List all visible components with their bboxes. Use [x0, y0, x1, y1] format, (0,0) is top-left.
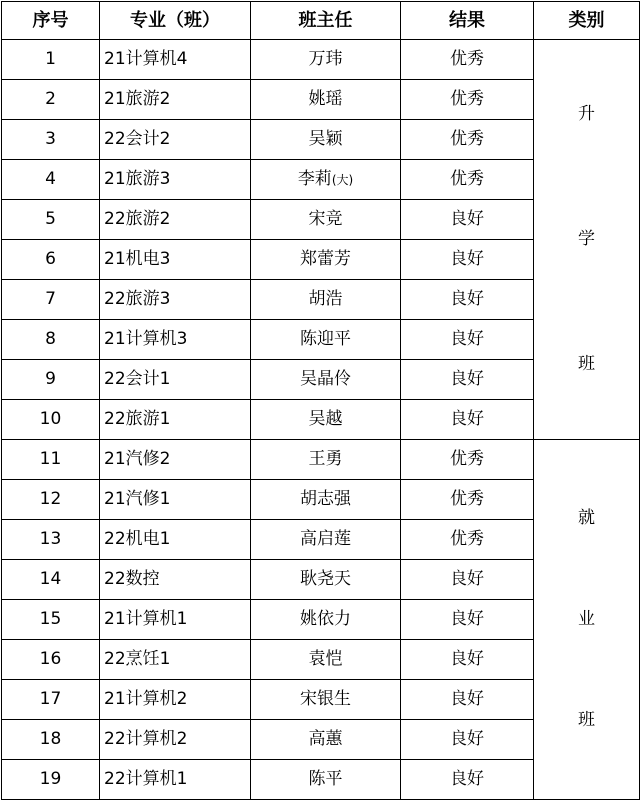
row-result: 优秀: [401, 160, 534, 200]
teacher-name: 胡浩: [308, 289, 343, 309]
row-number: 4: [2, 160, 100, 200]
row-number: 17: [2, 680, 100, 720]
row-number: 5: [2, 200, 100, 240]
row-result: 优秀: [401, 120, 534, 160]
row-major: 21计算机4: [100, 40, 251, 80]
row-result: 良好: [401, 320, 534, 360]
row-result: 良好: [401, 360, 534, 400]
row-result: 良好: [401, 640, 534, 680]
row-number: 3: [2, 120, 100, 160]
row-teacher: [251, 680, 401, 720]
row-number: 7: [2, 280, 100, 320]
row-teacher: [251, 200, 401, 240]
teacher-name: 胡志强: [300, 489, 351, 509]
row-major: 22数控: [100, 560, 251, 600]
teacher-name: 高启莲: [300, 529, 351, 549]
teacher-name: 陈迎平: [300, 329, 351, 349]
teacher-name: 袁恺: [308, 649, 343, 669]
row-major: 21计算机1: [100, 600, 251, 640]
table-row: [2, 440, 640, 480]
category-char: 升: [578, 104, 595, 124]
row-number: 1: [2, 40, 100, 80]
row-teacher: [251, 560, 401, 600]
row-major: 21计算机2: [100, 680, 251, 720]
row-number: 11: [2, 440, 100, 480]
category-cell: [534, 440, 640, 800]
teacher-name: 万玮: [308, 49, 343, 69]
category-char: 班: [578, 354, 595, 374]
row-number: 15: [2, 600, 100, 640]
row-teacher: [251, 320, 401, 360]
row-major: 21计算机3: [100, 320, 251, 360]
row-number: 6: [2, 240, 100, 280]
row-major: 22旅游1: [100, 400, 251, 440]
row-teacher: [251, 480, 401, 520]
row-number: 8: [2, 320, 100, 360]
teacher-name: 姚依力: [300, 609, 351, 629]
category-char: 班: [578, 710, 595, 730]
row-teacher: [251, 120, 401, 160]
teacher-name: 陈平: [308, 769, 343, 789]
category-cell: [534, 40, 640, 440]
header-result: 结果: [401, 2, 534, 40]
row-teacher: [251, 40, 401, 80]
row-major: 22旅游2: [100, 200, 251, 240]
row-result: 良好: [401, 560, 534, 600]
header-no: 序号: [2, 2, 100, 40]
category-char: 业: [578, 609, 595, 629]
row-major: 22计算机1: [100, 760, 251, 800]
row-teacher: [251, 640, 401, 680]
row-teacher: [251, 280, 401, 320]
row-result: 良好: [401, 240, 534, 280]
teacher-name: 姚瑶: [308, 89, 343, 109]
header-major: 专业（班）: [100, 2, 251, 40]
row-result: 良好: [401, 680, 534, 720]
row-teacher: [251, 240, 401, 280]
row-number: 14: [2, 560, 100, 600]
table-row: [2, 40, 640, 80]
header-teacher: 班主任: [251, 2, 401, 40]
row-result: 优秀: [401, 40, 534, 80]
teacher-name: 吴晶伶: [300, 369, 351, 389]
row-major: 22计算机2: [100, 720, 251, 760]
row-major: 22会计2: [100, 120, 251, 160]
row-number: 9: [2, 360, 100, 400]
row-result: 优秀: [401, 480, 534, 520]
row-number: 10: [2, 400, 100, 440]
row-teacher: [251, 440, 401, 480]
category-char: 就: [578, 508, 595, 528]
row-teacher: [251, 80, 401, 120]
teacher-name: 吴颖: [308, 129, 343, 149]
teacher-name: 王勇: [308, 449, 343, 469]
row-major: 21汽修2: [100, 440, 251, 480]
row-teacher: [251, 360, 401, 400]
row-teacher: [251, 720, 401, 760]
row-teacher: [251, 760, 401, 800]
row-result: 良好: [401, 200, 534, 240]
row-result: 优秀: [401, 80, 534, 120]
row-major: 21汽修1: [100, 480, 251, 520]
row-result: 良好: [401, 760, 534, 800]
row-major: 21机电3: [100, 240, 251, 280]
category-char: 学: [578, 229, 595, 249]
row-number: 19: [2, 760, 100, 800]
teacher-name: 高蕙: [308, 729, 343, 749]
row-result: 优秀: [401, 440, 534, 480]
teacher-name: 郑蕾芳: [300, 249, 351, 269]
row-major: 21旅游3: [100, 160, 251, 200]
teacher-name: 耿尧天: [300, 569, 351, 589]
teacher-name: 宋竞: [308, 209, 343, 229]
header-row: [2, 2, 640, 40]
row-number: 12: [2, 480, 100, 520]
row-result: 良好: [401, 600, 534, 640]
row-major: 22烹饪1: [100, 640, 251, 680]
teacher-name: 李莉: [297, 169, 332, 189]
row-major: 22旅游3: [100, 280, 251, 320]
row-result: 良好: [401, 400, 534, 440]
row-teacher: [251, 160, 401, 200]
row-number: 13: [2, 520, 100, 560]
header-category: 类别: [534, 2, 640, 40]
row-result: 良好: [401, 720, 534, 760]
row-result: 优秀: [401, 520, 534, 560]
teacher-name: 吴越: [308, 409, 343, 429]
row-teacher: [251, 400, 401, 440]
row-teacher: [251, 520, 401, 560]
row-number: 2: [2, 80, 100, 120]
row-teacher: [251, 600, 401, 640]
row-number: 18: [2, 720, 100, 760]
results-table: [1, 1, 640, 800]
row-major: 22机电1: [100, 520, 251, 560]
row-major: 21旅游2: [100, 80, 251, 120]
teacher-name: 宋银生: [300, 689, 351, 709]
teacher-note: (大): [331, 173, 354, 187]
row-result: 良好: [401, 280, 534, 320]
row-major: 22会计1: [100, 360, 251, 400]
row-number: 16: [2, 640, 100, 680]
